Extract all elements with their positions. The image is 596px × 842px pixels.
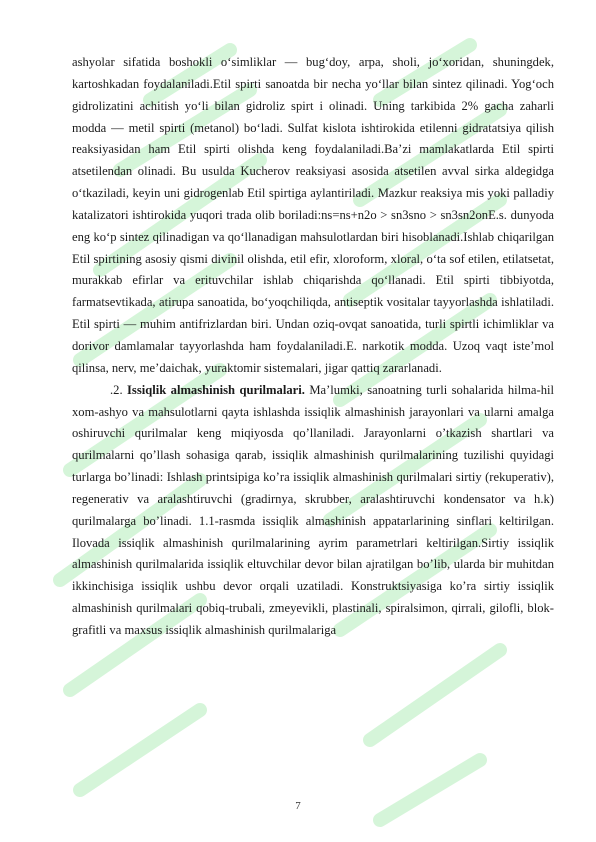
section-number: .2. <box>110 382 123 397</box>
section-title: Issiqlik almashinish qurilmalari. <box>127 382 305 397</box>
paragraph-ethanol: ashyolar sifatida boshokli o‘simliklar — bug‘doy, arpa, sholi, jo‘xoridan, shuningdek, kartoshkadan foydalaniladi.Etil spirti sanoatda bir necha yo‘llar bilan sintez qilinadi. Yog‘och gidrolizatini achitish yo‘li bilan gidroliz spirt i olinadi. Uning tarkibida 2% gacha zaharli modda — metil spirti (metanol) bo‘ladi. Sulfat kislota ishtirokida etilenni gidratatsiya qilish reaksiyasidan ham Etil spirti olishda keng foydalaniladi.Ba’zi mamlakatlarda Etil spirti atsetilendan olinadi. Bu usulda Kucherov reaksiyasi asosida atsetilen avval sirka aldegidga o‘tkaziladi, keyin uni gidrogenlab Etil spirtiga aylantiriladi. Mazkur reaksiya mis yoki palladiy katalizatori ishtirokida yuqori trada olib boriladi:ns=ns+n2o > sn3sno > sn3sn2onE.s. dunyoda eng ko‘p sintez qilinadigan va qo‘llanadigan mahsulotlardan biri hisoblanadi.Ishlab chiqarilgan Etil spirtining asosiy qismi divinil olishda, etil efir, xloroform, xloral, o‘ta sof etilen, etilatsetat, murakkab efirlar va erituvchilar ishlab chiqarishda qo‘llanadi. Etil spirti tibbiyotda, farmatsevtikada, atirupa sanoatida, bo‘yoqchiliqda, antiseptik vositalar tayyorlashda ishlatiladi. Etil spirti — muhim antifrizlardan biri. Undan oziq-ovqat sanoatida, turli spirtli ichimliklar va dorivor damlamalar tayyorlashda ham foydalaniladi.E. narkotik modda. Uzoq vaqt iste’mol qilinsa, nerv, me’daichak, yuraktomir sistemalari, jigar qattiq zararlanadi. <box>72 55 554 375</box>
body-text <box>72 52 554 642</box>
section-body: Ma’lumki, sanoatning turli sohalarida hilma-hil xom-ashyo va mahsulotlarni qayta ishlashda issiqlik almashinish jarayonlari va ularni amalga oshiruvchi qurilmalar keng miqiyosda qo’llaniladi. Jarayonlarni o’tkazish shartlari va qurilmalarni qo’llash sohasiga qarab, issiqlik almashinish qurilmalarining tuzilishi quyidagi turlarga bo’linadi: Ishlash printsipiga ko’ra issiqlik almashinish qurilmalari sirtiy (rekuperativ), regenerativ va aralashtiruvchi (gradirnya, skrubber, aralashtiruvchi kondensator va h.k) qurilmalarga bo’linadi. 1.1-rasmda issiqlik almashinish appatarlarining sinflari keltirilgan. Ilovada issiqlik almashinish qurilmalarining ayrim parametrlari keltirilgan.Sirtiy issiqlik almashinish qurilmalarida issiqlik eltuvchilar devor bilan ajratilgan bo’lib, ularda bir muhitdan ikkinchisiga issiqlik ushbu devor orqali uzatiladi. Konstruktsiyasiga ko’ra sirtiy issiqlik almashinish qurilmalari qobiq-trubali, zmeyevikli, plastinali, spiralsimon, qirrali, gilofli, blok-grafitli va maxsus issiqlik almashinish qurilmalariga <box>72 382 554 637</box>
paragraph-heat-exchange <box>72 380 554 642</box>
page-number: 7 <box>295 800 301 812</box>
